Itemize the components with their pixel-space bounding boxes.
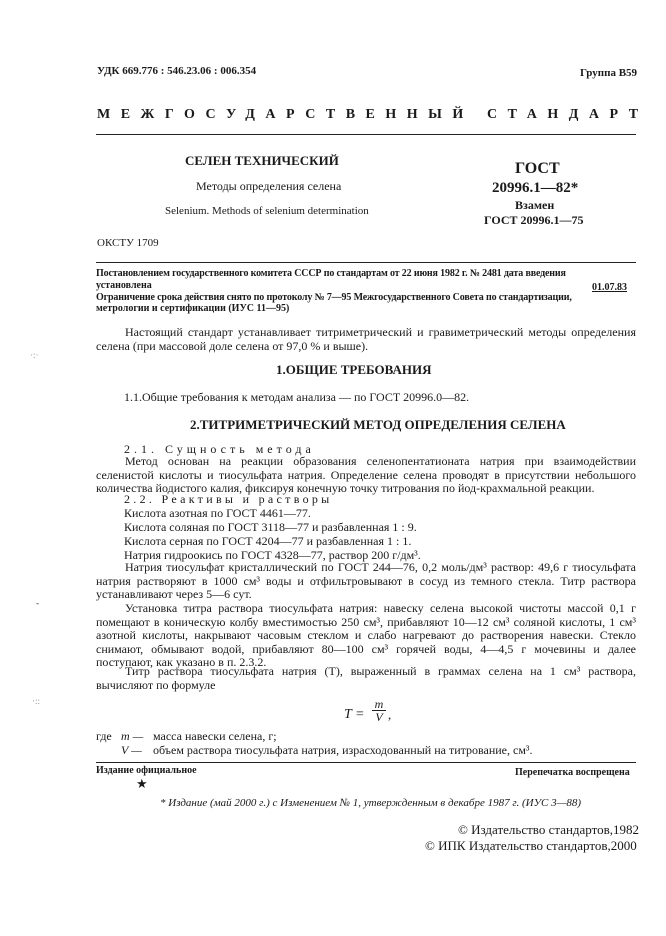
scan-artifact: -	[36, 598, 39, 608]
decree-line-3: Ограничение срока действия снято по протоколу № 7—95 Межгосударственного Совета по стандартизации,	[96, 292, 572, 303]
copyright-2000: © ИПК Издательство стандартов,2000	[425, 838, 637, 853]
decree-line-1: Постановлением государственного комитета СССР по стандартам от 22 июня 1982 г. № 2481 дата введения	[96, 268, 566, 279]
titer-setup-paragraph: Установка титра раствора тиосульфата натрия: навеску селена высокой чистоты массой 0,1 г помещают в коническую колбу вместимостью 250 см³, прибавляют 10—12 см³ соляной кислоты, 1 см³ азотной кислоты, накрывают часовым стеклом и слабо нагревают до растворения навески. Стекло снимают, обмывают водой, прибавляют 80—100 см³ горячей воды, 4—4,5 г мочевины и далее поступают, как указано в п. 2.3.2.	[96, 601, 636, 669]
group-code: Группа В59	[580, 67, 638, 79]
thiosulfate-paragraph: Натрия тиосульфат кристаллический по ГОСТ 244—76, 0,2 моль/дм³ раствор: 49,6 г тиосульфата натрия растворяют в 1000 см³ воды и отфильтровывают в сосуд из темного стекла. Титр раствора устанавливают через 5—6 сут.	[96, 560, 636, 601]
section-1-text: 1.1.Общие требования к методам анализа — по ГОСТ 20996.0—82.	[124, 390, 470, 404]
gost-number: 20996.1—82*	[492, 180, 579, 196]
where-label: где	[96, 729, 112, 743]
titer-calc-paragraph: Титр раствора тиосульфата натрия (Т), выраженный в граммах селена на 1 см³ раствора, вычисляют по формуле	[96, 664, 636, 692]
scan-artifact: ·:·	[30, 350, 39, 360]
v-symbol: V —	[121, 743, 142, 757]
replaces-label: Взамен	[515, 198, 555, 212]
essence-paragraph: Метод основан на реакции образования селенопентатионата натрия при взаимодействии селенистой кислоты и тиосульфата натрия. Определение селена проводят в присутствии небольшого количества йодистого калия, фиксируя конечную точку титрования по йод-крахмальной реакции.	[96, 454, 636, 495]
formula-numerator: m	[372, 698, 386, 711]
banner-rule	[96, 134, 636, 135]
formula-lhs: T =	[344, 707, 365, 722]
reagent-item: Кислота азотная по ГОСТ 4461—77.	[124, 506, 311, 520]
footer-rule	[96, 762, 636, 763]
intro-paragraph: Настоящий стандарт устанавливает титриметрический и гравиметрический методы определения селена (при массовой доле селена от 97,0 % и выше).	[96, 325, 636, 353]
essence-label: 2.1. Сущность метода	[124, 442, 315, 456]
m-symbol: m —	[121, 729, 144, 743]
oksu-code: ОКСТУ 1709	[97, 237, 159, 249]
formula-denominator: V	[375, 710, 383, 724]
m-definition: масса навески селена, г;	[153, 729, 277, 743]
edition-note: * Издание (май 2000 г.) с Изменением № 1, утвержденным в декабре 1987 г. (ИУС 3—88)	[160, 797, 582, 809]
star-icon: ★	[136, 776, 148, 791]
formula-tail: ,	[388, 707, 392, 722]
doc-title: СЕЛЕН ТЕХНИЧЕСКИЙ	[185, 153, 339, 168]
decree-date: 01.07.83	[592, 282, 627, 293]
reagents-label: 2.2. Реактивы и растворы	[124, 492, 333, 506]
reagent-item: Кислота соляная по ГОСТ 3118—77 и разбавленная 1 : 9.	[124, 520, 417, 534]
section-1-heading: 1.ОБЩИЕ ТРЕБОВАНИЯ	[276, 362, 432, 377]
decree-top-rule	[96, 262, 636, 263]
decree-line-2: установлена	[96, 280, 152, 291]
gost-label: ГОСТ	[515, 160, 560, 177]
decree-line-4: метрологии и сертификации (ИУС 11—95)	[96, 303, 290, 314]
reagent-item: Кислота серная по ГОСТ 4204—77 и разбавленная 1 : 1.	[124, 534, 412, 548]
banner-left: МЕЖГОСУДАРСТВЕННЫЙ	[97, 107, 474, 122]
official-edition: Издание официальное	[96, 765, 197, 776]
banner-right: СТАНДАРТ	[487, 107, 649, 122]
copyright-1982: © Издательство стандартов,1982	[458, 822, 640, 837]
formula-fraction	[372, 698, 386, 724]
reprint-notice: Перепечатка воспрещена	[515, 767, 630, 778]
doc-subtitle: Методы определения селена	[196, 179, 342, 193]
replaces-number: ГОСТ 20996.1—75	[484, 213, 584, 227]
doc-english-title: Selenium. Methods of selenium determination	[165, 205, 369, 217]
section-2-heading: 2.ТИТРИМЕТРИЧЕСКИЙ МЕТОД ОПРЕДЕЛЕНИЯ СЕЛЕНА	[190, 417, 566, 432]
v-definition: объем раствора тиосульфата натрия, израсходованный на титрование, см³.	[153, 743, 533, 757]
reagent-item: Натрия гидроокись по ГОСТ 4328—77, раствор 200 г/дм³.	[124, 548, 421, 562]
udc-code: УДК 669.776 : 546.23.06 : 006.354	[97, 65, 257, 77]
scan-artifact: ·::	[32, 696, 40, 706]
